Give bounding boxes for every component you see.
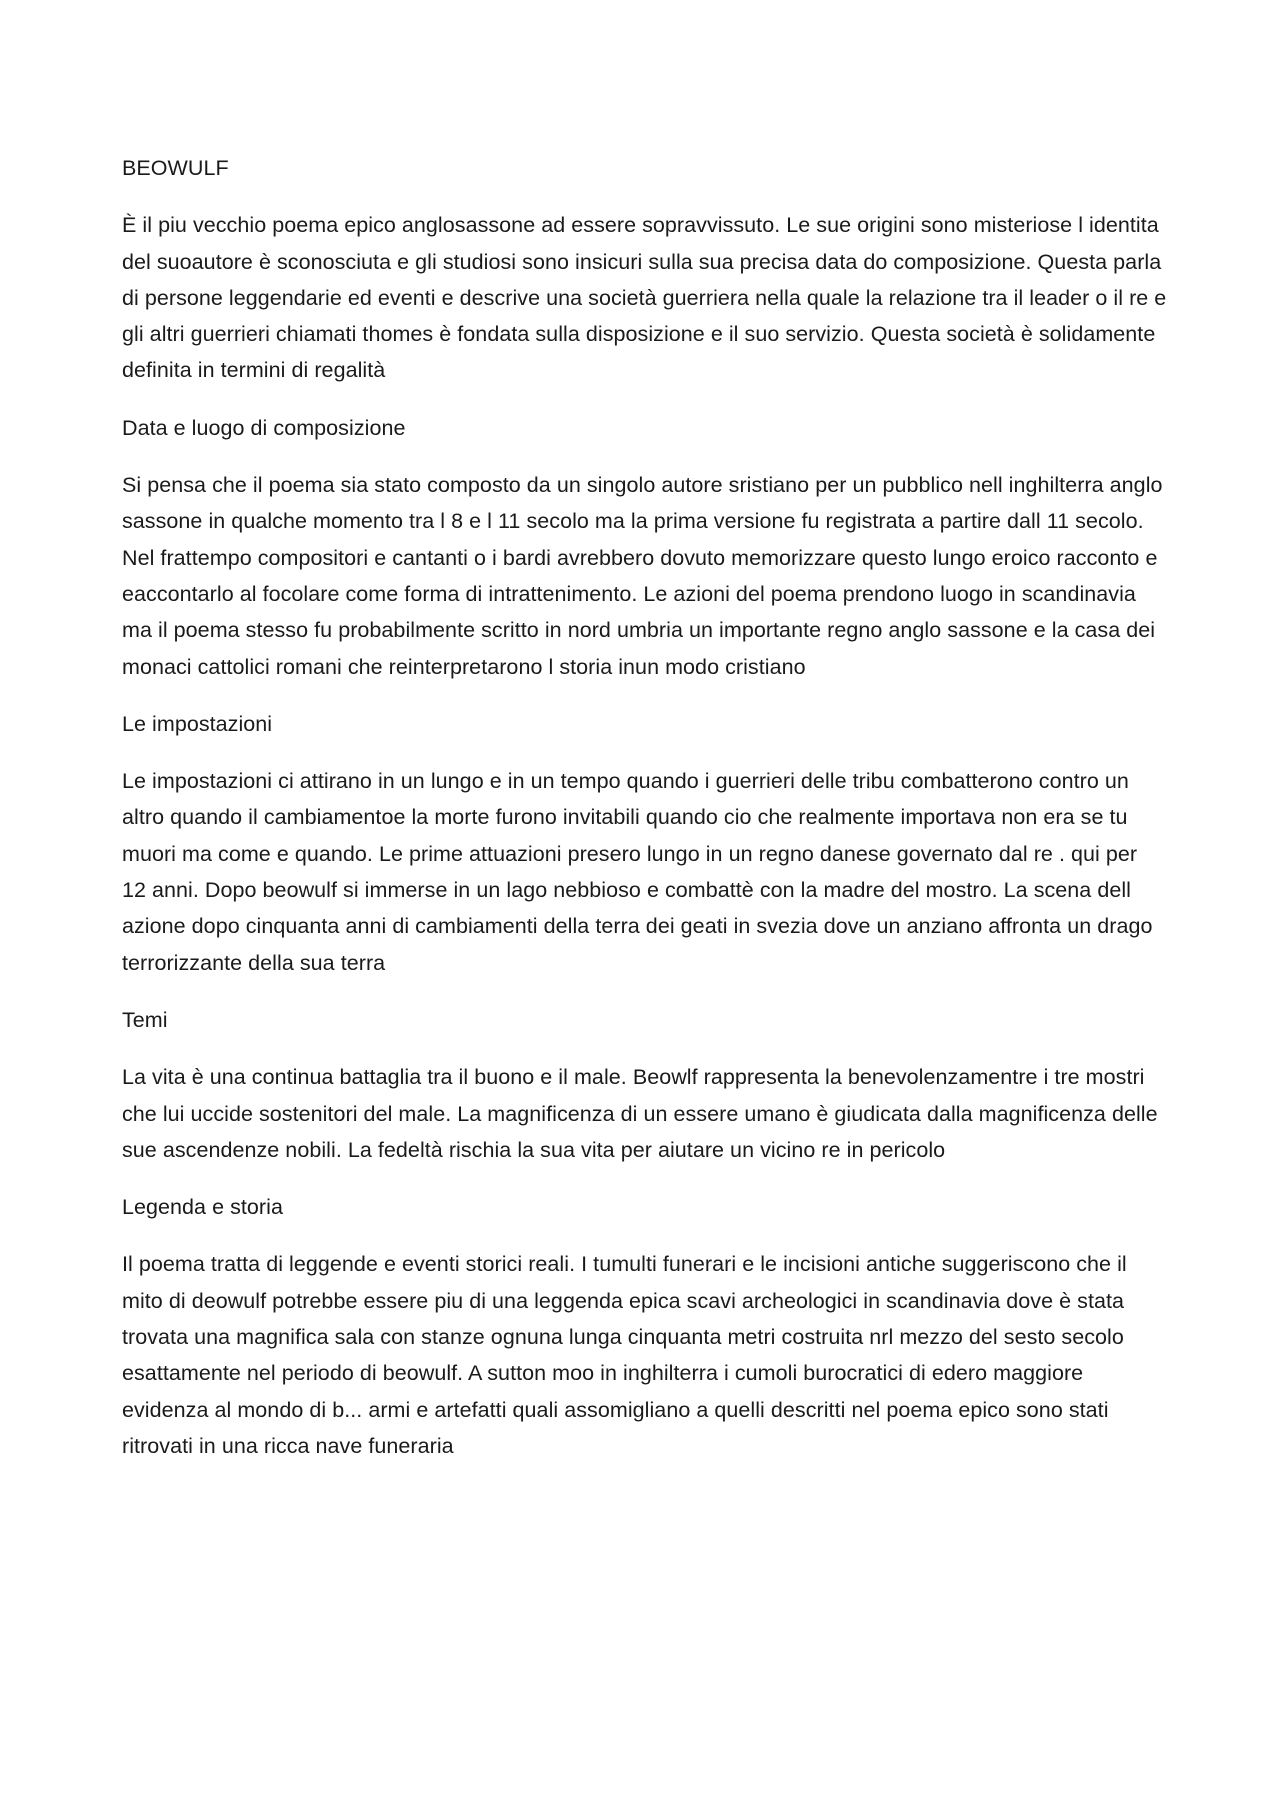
section-body-legend-history: Il poema tratta di leggende e eventi storici reali. I tumulti funerari e le incisioni antiche suggeriscono che il mito di deowulf potrebbe essere piu di una leggenda epica scavi archeologici in scandinavia dove è stata trovata una magnifica sala con stanze ognuna lunga cinquanta metri costruita nrl mezzo del sesto secolo esattamente nel periodo di beowulf. A sutton moo in inghilterra i cumoli burocratici di edero maggiore evidenza al mondo di b... armi e artefatti quali assomigliano a quelli descritti nel poema epico sono stati ritrovati in una ricca nave funeraria: [122, 1252, 1127, 1458]
section-heading-themes: Temi: [122, 1007, 168, 1032]
section-body-settings: Le impostazioni ci attirano in un lungo e in un tempo quando i guerrieri delle tribu combatterono contro un altro quando il cambiamentoe la morte furono invitabili quando cio che realmente importava non era se tu muori ma come e quando. Le prime attuazioni presero lungo in un regno danese governato dal re . qui per 12 anni. Dopo beowulf si immerse in un lago nebbioso e combattè con la madre del mostro. La scena dell azione dopo cinquanta anni di cambiamenti della terra dei geati in svezia dove un anziano affronta un drago terrorizzante della sua terra: [122, 769, 1153, 975]
section-heading-composition: Data e luogo di composizione: [122, 415, 406, 440]
document-title: BEOWULF: [122, 156, 229, 180]
section-body-themes: La vita è una continua battaglia tra il buono e il male. Beowlf rappresenta la benevolenzamentre i tre mostri che lui uccide sostenitori del male. La magnificenza di un essere umano è giudicata dalla magnificenza delle sue ascendenze nobili. La fedeltà rischia la sua vita per aiutare un vicino re in pericolo: [122, 1065, 1158, 1162]
section-body-composition: Si pensa che il poema sia stato composto da un singolo autore sristiano per un pubblico nell inghilterra anglo sassone in qualche momento tra l 8 e l 11 secolo ma la prima versione fu registrata a partire dall 11 secolo. Nel frattempo compositori e cantanti o i bardi avrebbero dovuto memorizzare questo lungo eroico racconto e eaccontarlo al focolare come forma di intrattenimento. Le azioni del poema prendono luogo in scandinavia ma il poema stesso fu probabilmente scritto in nord umbria un importante regno anglo sassone e la casa dei monaci cattolici romani che reinterpretarono l storia inun modo cristiano: [122, 473, 1163, 679]
section-heading-legend-history: Legenda e storia: [122, 1195, 283, 1220]
section-heading-settings: Le impostazioni: [122, 711, 273, 736]
intro-paragraph: È il piu vecchio poema epico anglosassone ad essere sopravvissuto. Le sue origini sono misteriose l identita del suoautore è sconosciuta e gli studiosi sono insicuri sulla sua precisa data do composizione. Questa parla di persone leggendarie ed eventi e descrive una società guerriera nella quale la relazione tra il leader o il re e gli altri guerrieri chiamati thomes è fondata sulla disposizione e il suo servizio. Questa società è solidamente definita in termini di regalità: [122, 213, 1167, 383]
document-body: [122, 150, 1167, 1485]
